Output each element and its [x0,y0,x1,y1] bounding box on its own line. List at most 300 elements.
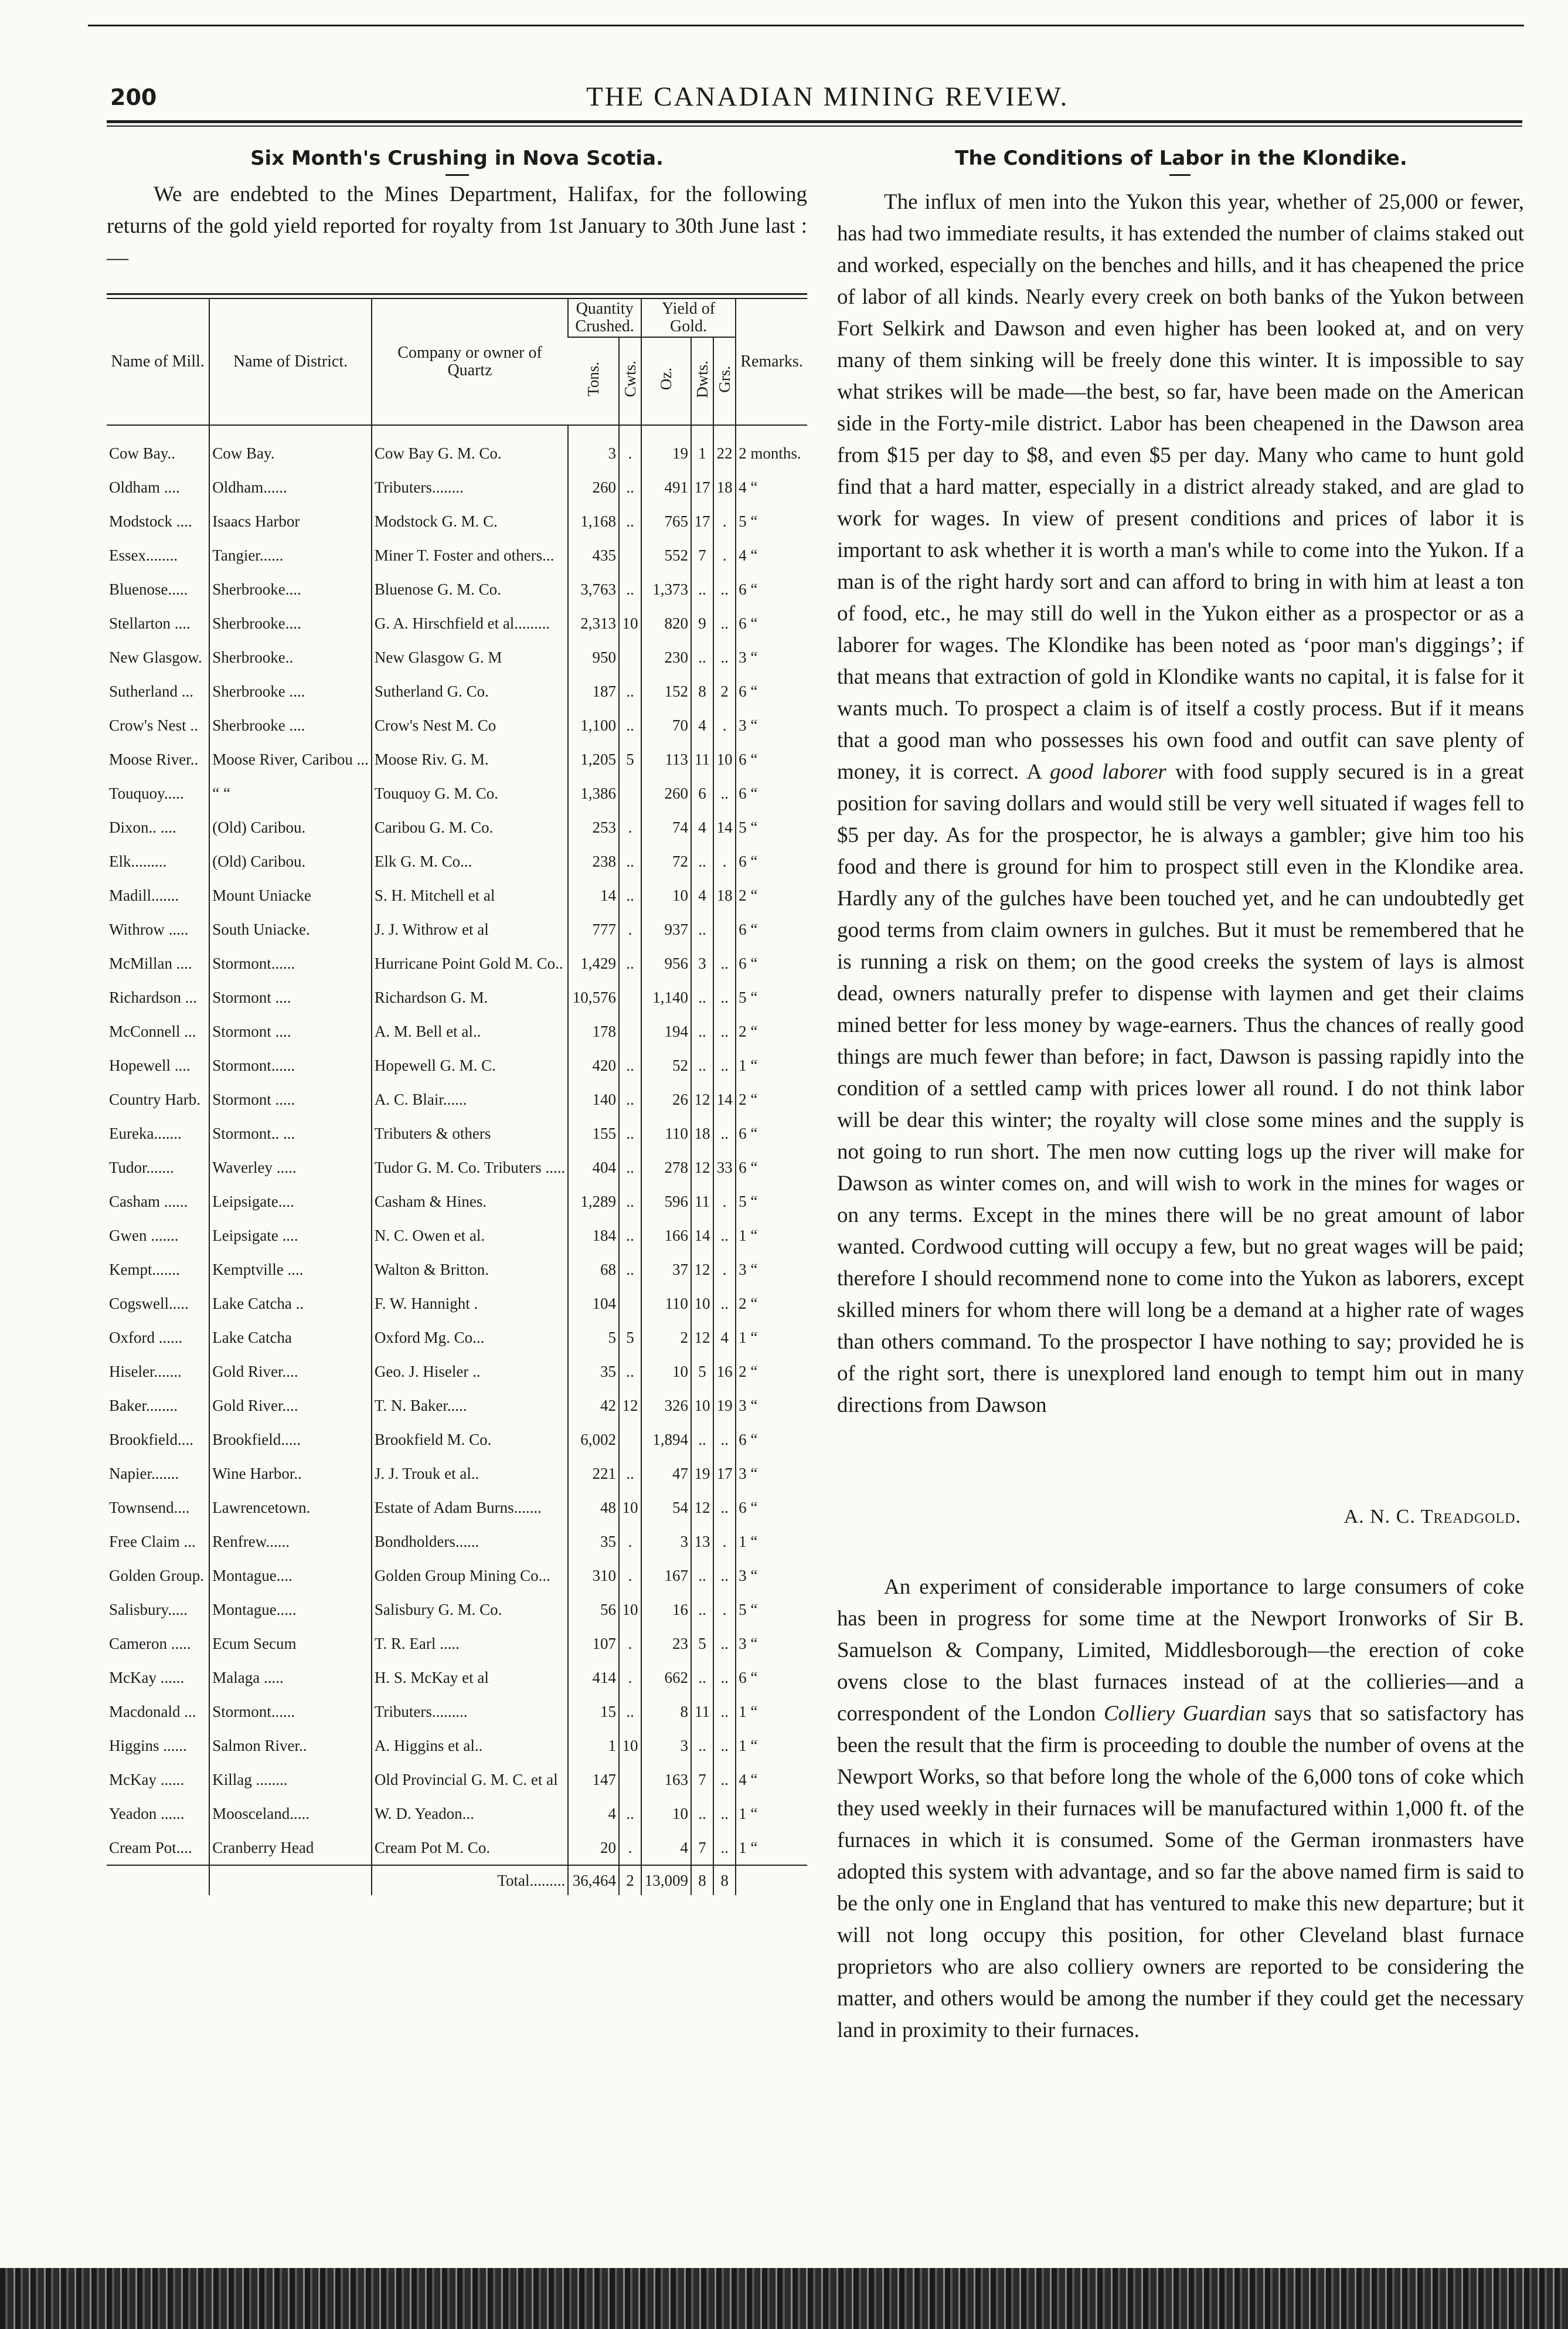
cell-remarks: 3 “ [736,1457,807,1491]
cell-company: A. Higgins et al.. [372,1729,568,1763]
cell-district: Sherbrooke .... [209,708,372,742]
cell-district: Lawrencetown. [209,1491,372,1525]
cell-mill: Stellarton .... [109,614,191,632]
cell-company: N. C. Owen et al. [372,1218,568,1252]
cell-mill: Madill....... [109,886,179,904]
cell-cwts [619,1286,641,1320]
cell-dwts: 5 [691,1354,713,1388]
cell-remarks: 1 “ [736,1729,807,1763]
cell-company: A. C. Blair...... [372,1082,568,1116]
title-dash [445,174,469,176]
cell-dwts: 18 [691,1116,713,1150]
cell-mill: Golden Group. [109,1566,204,1584]
cell-district: Stormont .... [209,980,372,1014]
cell-company: Hopewell G. M. C. [372,1048,568,1082]
total-empty [209,1865,372,1895]
cell-tons: 1,100 [568,708,619,742]
cell-dwts: .. [691,1797,713,1831]
cell-cwts: .. [619,1218,641,1252]
table-row [107,1286,807,1320]
table-row [107,572,807,606]
cell-company: Sutherland G. Co. [372,674,568,708]
cell-company: Modstock G. M. C. [372,504,568,538]
cell-grs: 22 [713,425,736,470]
cell-mill: Cow Bay.. [109,444,175,462]
cell-remarks: 5 “ [736,1184,807,1218]
cell-grs: .. [713,606,736,640]
cell-company: Touquoy G. M. Co. [372,776,568,810]
cell-dwts: 12 [691,1491,713,1525]
cell-oz: 72 [641,844,691,878]
cell-cwts: .. [619,1116,641,1150]
cell-tons: 68 [568,1252,619,1286]
cell-grs: .. [713,1116,736,1150]
cell-tons: 48 [568,1491,619,1525]
cell-dwts: 7 [691,1831,713,1865]
cell-remarks: 6 “ [736,1422,807,1457]
cell-grs: .. [713,1048,736,1082]
cell-mill: McKay ...... [109,1668,185,1686]
cell-grs: .. [713,1422,736,1457]
cell-oz: 1,894 [641,1422,691,1457]
cell-dwts: 11 [691,1184,713,1218]
cell-grs: .. [713,1695,736,1729]
cell-grs: . [713,1525,736,1559]
table-row [107,912,807,946]
cell-oz: 47 [641,1457,691,1491]
cell-dwts: .. [691,1048,713,1082]
total-empty [736,1865,807,1895]
cell-tons: 777 [568,912,619,946]
cell-tons: 155 [568,1116,619,1150]
cell-company: J. J. Trouk et al.. [372,1457,568,1491]
cell-tons: 104 [568,1286,619,1320]
cell-district: Brookfield..... [209,1422,372,1457]
cell-district: Moosceland..... [209,1797,372,1831]
cell-remarks: 6 “ [736,912,807,946]
table-row [107,1627,807,1661]
cell-district: Montague.... [209,1559,372,1593]
cell-cwts: .. [619,470,641,504]
cell-district: Stormont...... [209,1695,372,1729]
cell-company: Richardson G. M. [372,980,568,1014]
cell-dwts: 1 [691,425,713,470]
cell-district: Waverley ..... [209,1150,372,1184]
cell-dwts: 17 [691,470,713,504]
cell-mill: Free Claim ... [109,1532,196,1550]
cell-tons: 5 [568,1320,619,1354]
klondike-text-1: The influx of men into the Yukon this year, whether of 25,000 or fewer, has had two immediate results, it has extended the number of claims staked out and worked, especially on the benches and hills, and it has cheapened the price of labor of all kinds. Nearly every creek on both banks of the Yukon between Fort Selkirk and Dawson and even higher has been looked at, and on very many of them sinking will be freely done this winter. It is impossible to say what strikes will be made—the best, so far, have been made on the American side in the Forty-mile district. Labor has been cheapened in the Dawson area from $15 per day to $8, and even $5 per day. Many who came to hunt gold find that a hard matter, especially in a district already staked, and are glad to work for wages. In view of present conditions and prices of labor it is important to ask whether it is worth a man's while to come into the Yukon. If a man is of the right hardy sort and can afford to bring in with him at least a ton of food, etc., he may still do well in the Yukon either as a prospector or as a laborer for wages. The Klondike has been noted as ‘poor man's diggings’; if that means that extraction of gold in Klondike wants no capital, it is false for it wants much. To prospect a claim is of itself a costly process. But if it means that a good man who possesses his own food and outfit can save plenty of money, it is correct. A [837,190,1524,784]
cell-tons: 4 [568,1797,619,1831]
cell-grs: . [713,1252,736,1286]
cell-remarks: 1 “ [736,1218,807,1252]
klondike-italic: good laborer [1050,760,1166,784]
cell-oz: 3 [641,1525,691,1559]
cell-company: A. M. Bell et al.. [372,1014,568,1048]
cell-oz: 230 [641,640,691,674]
table-row [107,425,807,470]
cell-remarks: 2 months. [736,425,807,470]
cell-cwts: .. [619,1150,641,1184]
cell-remarks: 6 “ [736,1661,807,1695]
cell-company: Moose Riv. G. M. [372,742,568,776]
table-row [107,1354,807,1388]
crushing-table-body [107,425,807,1895]
cell-tons: 1,429 [568,946,619,980]
cell-dwts: 4 [691,810,713,844]
cell-remarks: 6 “ [736,1491,807,1525]
cell-mill: McMillan .... [109,954,192,972]
cell-oz: 70 [641,708,691,742]
cell-company: Bluenose G. M. Co. [372,572,568,606]
cell-cwts: 5 [619,742,641,776]
cell-company: Salisbury G. M. Co. [372,1593,568,1627]
cell-dwts: 11 [691,1695,713,1729]
table-row [107,606,807,640]
cell-oz: 937 [641,912,691,946]
cell-dwts: .. [691,1014,713,1048]
cell-dwts: 10 [691,1286,713,1320]
total-dwts: 8 [691,1865,713,1895]
cell-tons: 6,002 [568,1422,619,1457]
cell-company: H. S. McKay et al [372,1661,568,1695]
cell-oz: 596 [641,1184,691,1218]
cell-cwts: 10 [619,1729,641,1763]
cell-district: Isaacs Harbor [209,504,372,538]
total-empty [107,1865,209,1895]
cell-cwts: . [619,1525,641,1559]
cell-cwts: .. [619,1082,641,1116]
cell-grs: .. [713,1661,736,1695]
cell-grs: 2 [713,674,736,708]
cell-tons: 253 [568,810,619,844]
cell-dwts: 6 [691,776,713,810]
table-row [107,1695,807,1729]
cell-district: Leipsigate .... [209,1218,372,1252]
cell-mill: Richardson ... [109,988,197,1006]
cell-oz: 19 [641,425,691,470]
total-tons: 36,464 [568,1865,619,1895]
cell-grs: .. [713,1286,736,1320]
cell-oz: 278 [641,1150,691,1184]
cell-mill: Touquoy..... [109,784,184,802]
cell-mill: Modstock .... [109,512,192,530]
cell-district: Mount Uniacke [209,878,372,912]
cell-district: Wine Harbor.. [209,1457,372,1491]
cell-company: New Glasgow G. M [372,640,568,674]
cell-grs: .. [713,776,736,810]
cell-oz: 491 [641,470,691,504]
cell-tons: 1,168 [568,504,619,538]
cell-district: Leipsigate.... [209,1184,372,1218]
cell-oz: 1,373 [641,572,691,606]
cell-cwts: .. [619,1457,641,1491]
table-row [107,1014,807,1048]
cell-mill: Elk......... [109,852,167,870]
cell-district: Kemptville .... [209,1252,372,1286]
cell-oz: 52 [641,1048,691,1082]
cell-oz: 166 [641,1218,691,1252]
cell-cwts: .. [619,674,641,708]
cell-dwts: .. [691,1559,713,1593]
cell-tons: 2,313 [568,606,619,640]
cell-cwts [619,538,641,572]
cell-company: Walton & Britton. [372,1252,568,1286]
coke-italic: Colliery Guardian [1103,1702,1267,1726]
table-row [107,844,807,878]
table-row [107,1491,807,1525]
cell-company: T. R. Earl ..... [372,1627,568,1661]
cell-district: Moose River, Caribou ... [209,742,372,776]
table-row [107,640,807,674]
cell-district: Sherbrooke .... [209,674,372,708]
cell-cwts: . [619,1831,641,1865]
total-oz: 13,009 [641,1865,691,1895]
cell-cwts: . [619,1661,641,1695]
cell-grs: .. [713,572,736,606]
col-oz: Oz. [657,368,675,391]
cell-company: W. D. Yeadon... [372,1797,568,1831]
cell-tons: 140 [568,1082,619,1116]
cell-mill: Napier....... [109,1464,179,1482]
cell-remarks: 5 “ [736,810,807,844]
cell-oz: 260 [641,776,691,810]
cell-grs: .. [713,1627,736,1661]
cell-oz: 110 [641,1286,691,1320]
cell-dwts: 12 [691,1252,713,1286]
cell-tons: 184 [568,1218,619,1252]
cell-oz: 326 [641,1388,691,1422]
cell-oz: 26 [641,1082,691,1116]
cell-tons: 10,576 [568,980,619,1014]
cell-cwts: . [619,1559,641,1593]
cell-company: Oxford Mg. Co... [372,1320,568,1354]
cell-dwts: 17 [691,504,713,538]
cell-district: Gold River.... [209,1388,372,1422]
cell-remarks: 6 “ [736,776,807,810]
cell-remarks: 6 “ [736,844,807,878]
cell-company: Caribou G. M. Co. [372,810,568,844]
cell-grs: . [713,504,736,538]
scan-edge-noise [0,2268,1568,2329]
table-row [107,708,807,742]
cell-remarks: 6 “ [736,1150,807,1184]
cell-oz: 16 [641,1593,691,1627]
cell-dwts: .. [691,1729,713,1763]
cell-mill: Higgins ...... [109,1736,187,1754]
table-row [107,1763,807,1797]
cell-mill: Townsend.... [109,1498,190,1516]
cell-mill: Hopewell .... [109,1056,191,1074]
col-yield-group: Yield of Gold. [641,299,736,337]
cell-remarks: 5 “ [736,1593,807,1627]
table-top-rule [107,293,807,295]
cell-company: J. J. Withrow et al [372,912,568,946]
total-label: Total......... [372,1865,568,1895]
cell-grs: 14 [713,810,736,844]
cell-dwts: .. [691,1661,713,1695]
cell-grs: 10 [713,742,736,776]
cell-tons: 1,386 [568,776,619,810]
cell-dwts: 5 [691,1627,713,1661]
cell-cwts: 10 [619,606,641,640]
cell-grs: 14 [713,1082,736,1116]
col-quantity-group: Quantity Crushed. [568,299,641,337]
cell-company: Tributers & others [372,1116,568,1150]
total-cwts: 2 [619,1865,641,1895]
cell-remarks: 1 “ [736,1525,807,1559]
cell-district: Lake Catcha .. [209,1286,372,1320]
cell-tons: 1 [568,1729,619,1763]
cell-grs: 19 [713,1388,736,1422]
table-row [107,1184,807,1218]
cell-mill: McKay ...... [109,1770,185,1788]
cell-district: Gold River.... [209,1354,372,1388]
cell-remarks: 3 “ [736,1252,807,1286]
cell-remarks: 2 “ [736,1014,807,1048]
cell-district: Sherbrooke.... [209,606,372,640]
cell-remarks: 4 “ [736,470,807,504]
cell-remarks: 2 “ [736,1286,807,1320]
table-row [107,1252,807,1286]
cell-grs: . [713,844,736,878]
cell-district: Salmon River.. [209,1729,372,1763]
cell-dwts: .. [691,980,713,1014]
cell-mill: Kempt....... [109,1260,180,1278]
cell-mill: Casham ...... [109,1192,188,1210]
cell-dwts: 4 [691,708,713,742]
cell-company: Bondholders...... [372,1525,568,1559]
cell-company: T. N. Baker..... [372,1388,568,1422]
cell-remarks: 3 “ [736,1388,807,1422]
cell-remarks: 3 “ [736,640,807,674]
cell-grs: .. [713,1491,736,1525]
table-row [107,980,807,1014]
right-article-body [837,186,1524,1421]
cell-oz: 163 [641,1763,691,1797]
cell-company: Tributers......... [372,1695,568,1729]
table-row [107,946,807,980]
cell-district: Sherbrooke.... [209,572,372,606]
cell-oz: 152 [641,674,691,708]
cell-tons: 107 [568,1627,619,1661]
cell-grs: 16 [713,1354,736,1388]
cell-remarks: 5 “ [736,980,807,1014]
coke-text-1: An experiment of considerable importance to large consumers of coke has been in progress for some time at the Newport Ironworks of Sir B. Samuelson & Company, Limited, Middlesborough—the erection of coke ovens close to the blast furnaces instead of at the collieries—and a correspondent of the London [837,1575,1524,1726]
cell-company: Elk G. M. Co... [372,844,568,878]
cell-cwts: 10 [619,1593,641,1627]
cell-grs: 33 [713,1150,736,1184]
cell-tons: 950 [568,640,619,674]
cell-remarks: 6 “ [736,946,807,980]
cell-oz: 956 [641,946,691,980]
cell-company: Golden Group Mining Co... [372,1559,568,1593]
cell-grs: .. [713,640,736,674]
cell-tons: 1,205 [568,742,619,776]
cell-district: Killag ........ [209,1763,372,1797]
cell-cwts: .. [619,1252,641,1286]
cell-tons: 260 [568,470,619,504]
cell-company: G. A. Hirschfield et al......... [372,606,568,640]
cell-remarks: 4 “ [736,1763,807,1797]
cell-mill: Bluenose..... [109,580,188,598]
cell-mill: Cogswell..... [109,1294,189,1312]
total-grs: 8 [713,1865,736,1895]
cell-remarks: 1 “ [736,1320,807,1354]
cell-mill: Hiseler....... [109,1362,182,1380]
cell-tons: 404 [568,1150,619,1184]
table-row [107,878,807,912]
cell-cwts: .. [619,1048,641,1082]
top-rule [88,25,1524,26]
title-dash-right [1169,174,1191,176]
article-signature: A. N. C. Treadgold. [1343,1506,1521,1527]
cell-grs: 17 [713,1457,736,1491]
cell-mill: Eureka....... [109,1124,182,1142]
cell-district: Stormont...... [209,1048,372,1082]
cell-remarks: 2 “ [736,1354,807,1388]
cell-district: Oldham...... [209,470,372,504]
cell-dwts: 11 [691,742,713,776]
cell-dwts: 19 [691,1457,713,1491]
cell-company: Cream Pot M. Co. [372,1831,568,1865]
cell-grs: .. [713,946,736,980]
table-row [107,1525,807,1559]
cell-district: Lake Catcha [209,1320,372,1354]
cell-mill: Withrow ..... [109,920,189,938]
cell-district: Montague..... [209,1593,372,1627]
col-tons: Tons. [584,362,603,396]
cell-company: Estate of Adam Burns....... [372,1491,568,1525]
cell-oz: 4 [641,1831,691,1865]
table-row [107,1218,807,1252]
col-dwts: Dwts. [693,360,712,398]
cell-cwts [619,776,641,810]
table-row [107,1457,807,1491]
table-row [107,1729,807,1763]
cell-grs: .. [713,1218,736,1252]
cell-cwts: .. [619,844,641,878]
table-row [107,1388,807,1422]
cell-district: Stormont ..... [209,1082,372,1116]
cell-district: (Old) Caribou. [209,810,372,844]
header-rule-thin [107,125,1522,127]
cell-district: “ “ [209,776,372,810]
cell-oz: 167 [641,1559,691,1593]
cell-cwts: .. [619,572,641,606]
cell-dwts: 7 [691,1763,713,1797]
cell-company: Old Provincial G. M. C. et al [372,1763,568,1797]
cell-cwts: . [619,912,641,946]
cell-company: Tudor G. M. Co. Tributers ..... [372,1150,568,1184]
cell-company: Geo. J. Hiseler .. [372,1354,568,1388]
cell-cwts [619,1763,641,1797]
cell-grs: .. [713,1797,736,1831]
cell-district: Ecum Secum [209,1627,372,1661]
cell-company: Hurricane Point Gold M. Co.. [372,946,568,980]
cell-district: (Old) Caribou. [209,844,372,878]
cell-grs [713,912,736,946]
table-total-row [107,1865,807,1895]
col-mill: Name of Mill. [107,299,209,425]
cell-oz: 110 [641,1116,691,1150]
cell-district: Cranberry Head [209,1831,372,1865]
col-district: Name of District. [209,299,372,425]
cell-oz: 2 [641,1320,691,1354]
cell-cwts: .. [619,946,641,980]
cell-oz: 1,140 [641,980,691,1014]
left-article-intro: We are endebted to the Mines Department, Halifax, for the following returns of the gold yield reported for royalty from 1st January to 30th June last :— [107,182,807,270]
